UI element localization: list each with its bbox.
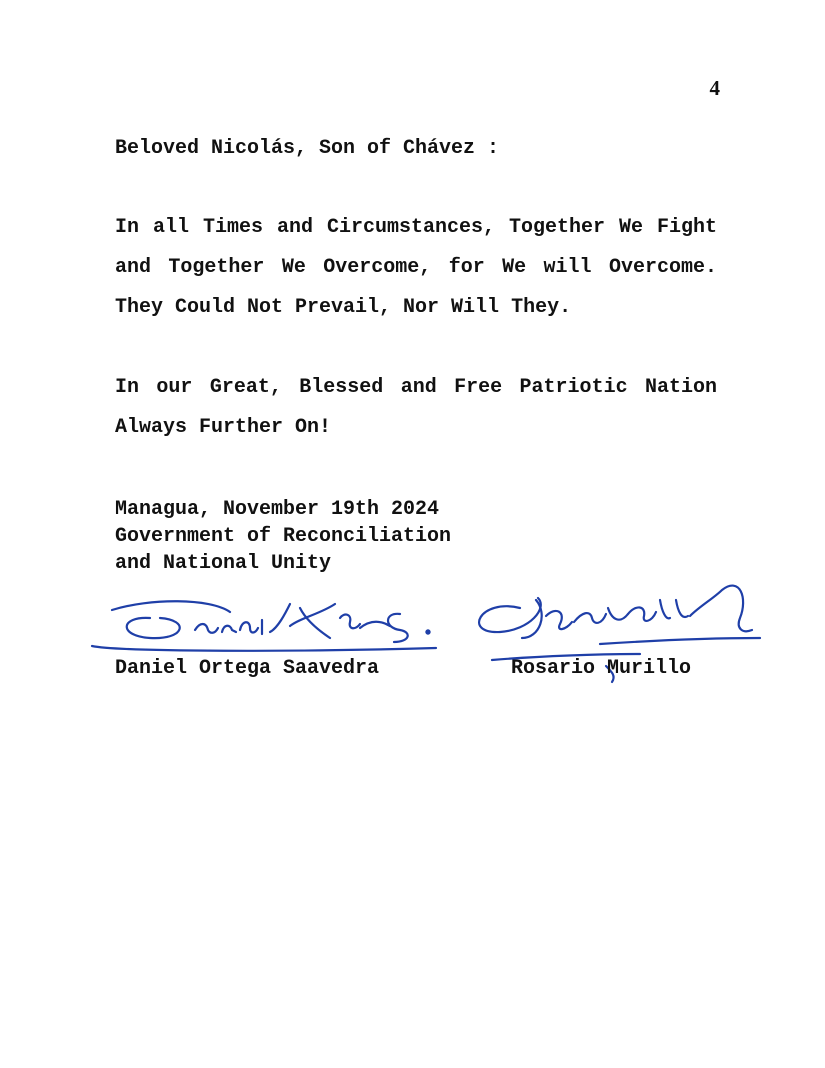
place-date: Managua, November 19th 2024 [115,498,440,521]
signatory-name-1: Daniel Ortega Saavedra [115,657,380,680]
salutation: Beloved Nicolás, Son of Chávez : [115,137,500,160]
body-paragraph-2: In our Great, Blessed and Free Patriotic Nation Always Further On! [115,376,717,439]
government-line-2: and National Unity [115,552,332,575]
signature-daniel-ortega [92,601,436,651]
closing-block [115,496,675,577]
page-number: 4 [709,76,720,100]
government-line-1: Government of Reconciliation [115,525,452,548]
body-paragraph-1: In all Times and Circumstances, Together We Fight and Together We Overcome, for We will Overcome. They Could Not Prevail, Nor Will They. [115,216,717,319]
signatory-name-2: Rosario Murillo [511,657,692,680]
